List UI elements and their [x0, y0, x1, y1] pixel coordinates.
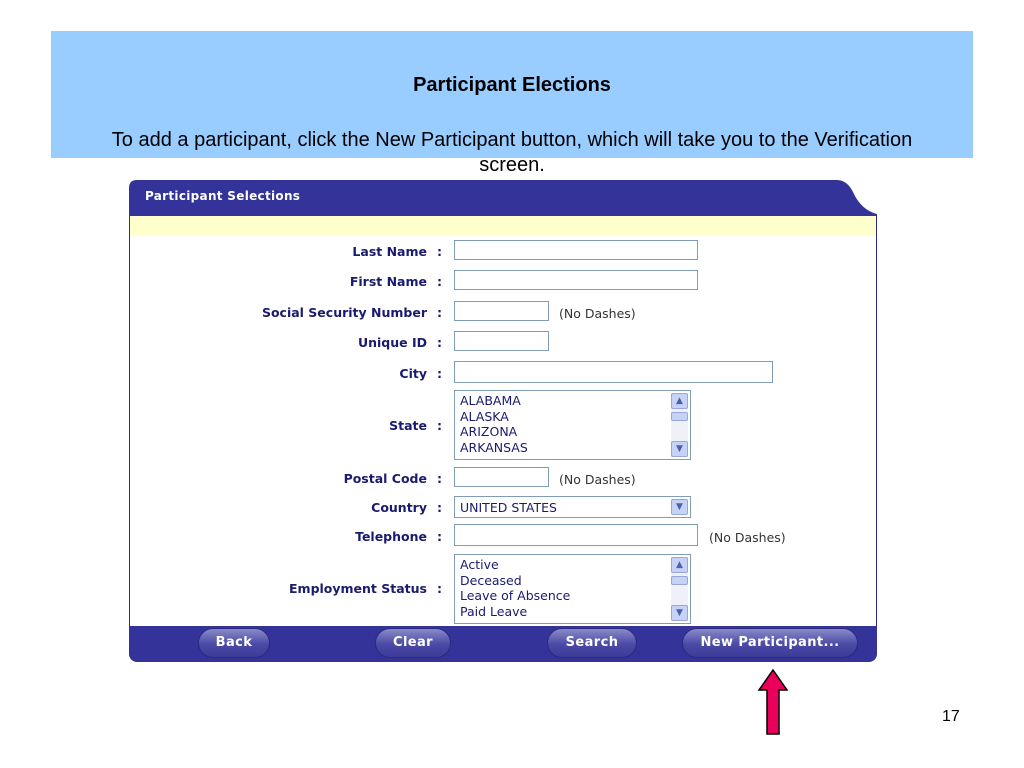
ssn-note: (No Dashes) [559, 306, 636, 321]
employment-option[interactable]: Active [460, 557, 499, 572]
state-label: State [389, 418, 427, 433]
city-input[interactable] [454, 361, 773, 383]
page-number: 17 [942, 708, 960, 725]
state-colon: : [437, 418, 442, 433]
postal-code-label: Postal Code [343, 471, 427, 486]
employment-status-listbox[interactable] [454, 554, 691, 624]
panel-title: Participant Selections [145, 189, 301, 203]
panel-header [129, 180, 877, 216]
telephone-colon: : [437, 529, 442, 544]
state-options [460, 393, 528, 455]
employment-option[interactable]: Deceased [460, 572, 522, 588]
chevron-down-icon[interactable]: ▼ [671, 605, 688, 621]
employment-status-label: Employment Status [289, 581, 427, 596]
employment-scrollbar[interactable] [671, 557, 688, 621]
employment-options [460, 557, 570, 619]
search-button[interactable]: Search [547, 628, 637, 658]
state-option[interactable]: ALABAMA [460, 393, 521, 408]
chevron-up-icon[interactable]: ▲ [671, 393, 688, 409]
last-name-colon: : [437, 244, 442, 259]
slide-title: Participant Elections [413, 74, 611, 96]
state-scrollbar[interactable] [671, 393, 688, 457]
last-name-label: Last Name [352, 244, 427, 259]
postal-code-colon: : [437, 471, 442, 486]
first-name-label: First Name [349, 274, 427, 289]
slide-description: To add a participant, click the New Participant button, which will take you to the Verification screen. [111, 129, 913, 176]
country-label: Country [371, 500, 427, 515]
scroll-thumb[interactable] [671, 412, 688, 421]
ssn-input[interactable] [454, 301, 549, 321]
unique-id-colon: : [437, 335, 442, 350]
city-label: City [399, 366, 427, 381]
back-button[interactable]: Back [198, 628, 270, 658]
chevron-down-icon[interactable]: ▼ [671, 499, 688, 515]
chevron-up-icon[interactable]: ▲ [671, 557, 688, 573]
telephone-input[interactable] [454, 524, 698, 546]
employment-option[interactable]: Paid Leave [460, 603, 528, 619]
first-name-input[interactable] [454, 270, 698, 290]
state-listbox[interactable] [454, 390, 691, 460]
postal-code-note: (No Dashes) [559, 472, 636, 487]
city-colon: : [437, 366, 442, 381]
employment-option[interactable]: Leave of Absence [460, 588, 571, 603]
unique-id-input[interactable] [454, 331, 549, 351]
state-option[interactable]: ALASKA [460, 408, 509, 424]
state-option[interactable]: ARIZONA [460, 424, 518, 439]
employment-status-colon: : [437, 581, 442, 596]
ssn-colon: : [437, 305, 442, 320]
panel-body [129, 216, 877, 626]
country-value: UNITED STATES [460, 500, 557, 515]
state-option[interactable]: ARKANSAS [460, 439, 528, 455]
message-strip [130, 216, 876, 236]
scroll-thumb[interactable] [671, 576, 688, 585]
unique-id-label: Unique ID [357, 335, 427, 350]
participant-selections-panel [129, 180, 877, 662]
arrow-up-icon [755, 668, 791, 738]
slide-banner [51, 31, 973, 176]
country-colon: : [437, 500, 442, 515]
chevron-down-icon[interactable]: ▼ [671, 441, 688, 457]
postal-code-input[interactable] [454, 467, 549, 487]
first-name-colon: : [437, 274, 442, 289]
clear-button[interactable]: Clear [375, 628, 451, 658]
telephone-label: Telephone [355, 529, 427, 544]
ssn-label: Social Security Number [261, 305, 427, 320]
new-participant-button[interactable]: New Participant... [682, 628, 858, 658]
country-select[interactable] [454, 496, 691, 518]
telephone-note: (No Dashes) [709, 530, 786, 545]
last-name-input[interactable] [454, 240, 698, 260]
